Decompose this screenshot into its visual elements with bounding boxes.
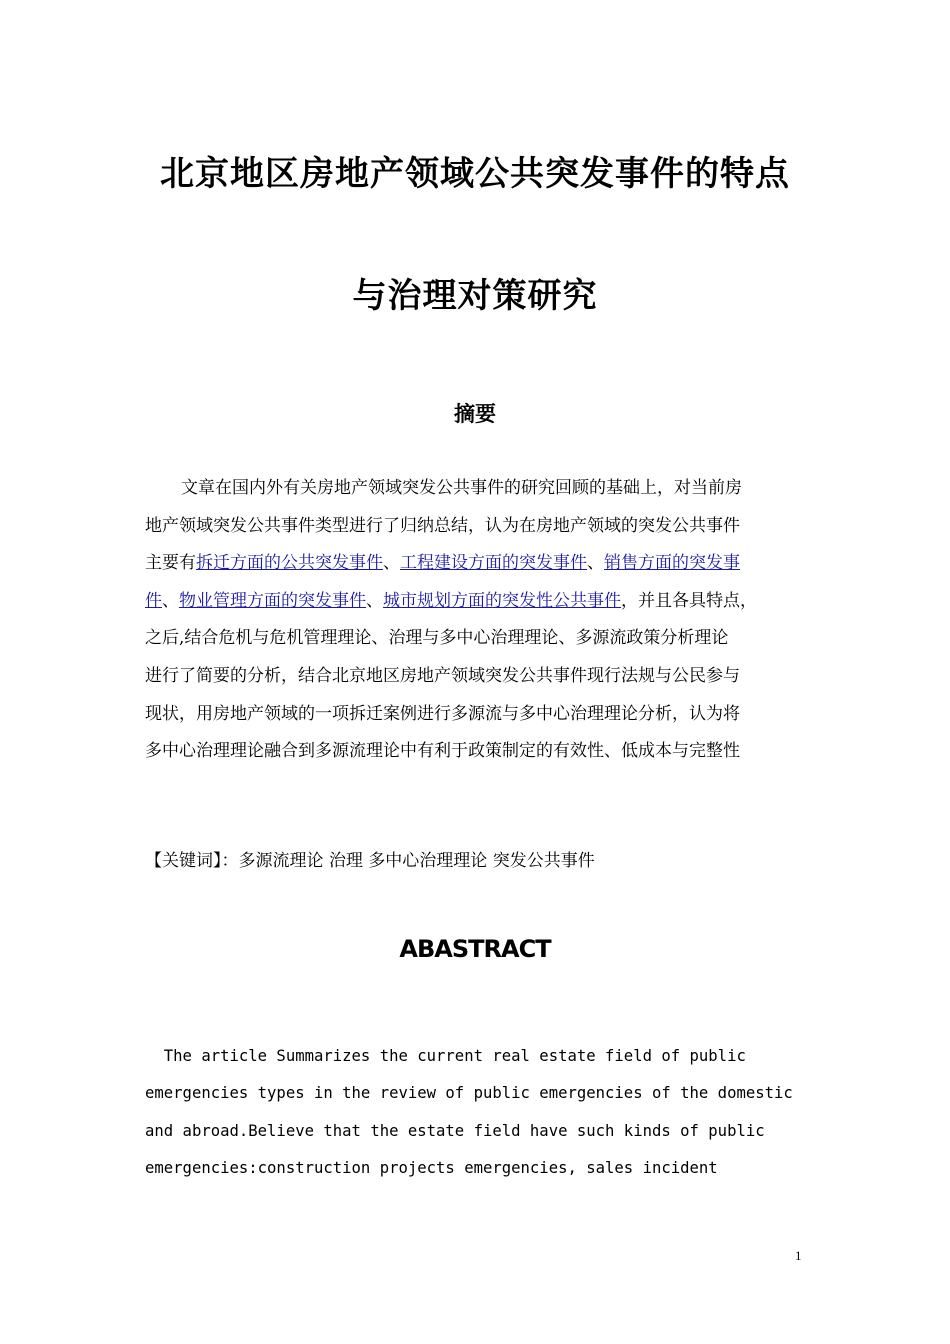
abstract-cn-line: 主要有拆迁方面的公共突发事件、工程建设方面的突发事件、销售方面的突发事 [145, 553, 740, 574]
abstract-cn-line: 多中心治理理论融合到多源流理论中有利于政策制定的有效性、低成本与完整性 [145, 741, 740, 762]
abstract-cn-line: 现状，用房地产领域的一项拆迁案例进行多源流与多中心治理理论分析，认为将 [145, 703, 740, 724]
link-urban-planning-emergencies[interactable]: 城市规划方面的突发性公共事件 [383, 590, 621, 611]
abstract-cn-line: 地产领域突发公共事件类型进行了归纳总结，认为在房地产领域的突发公共事件 [145, 515, 740, 536]
abstract-cn-line: 文章在国内外有关房地产领域突发公共事件的研究回顾的基础上，对当前房 [181, 478, 742, 498]
title-line-1: 北京地区房地产领域公共突发事件的特点 [160, 154, 790, 194]
link-sales-emergencies-cont[interactable]: 件 [145, 590, 162, 611]
abstract-cn-line: 件、物业管理方面的突发事件、城市规划方面的突发性公共事件，并且各具特点， [145, 590, 757, 611]
link-sales-emergencies[interactable]: 销售方面的突发事 [604, 553, 740, 574]
abstract-en-line: The article Summarizes the current real estate field of public [145, 1047, 746, 1065]
abstract-en-line: emergencies types in the review of public emergencies of the domestic [145, 1084, 793, 1103]
abstract-cn-line: 进行了简要的分析，结合北京地区房地产领域突发公共事件现行法规与公民参与 [145, 665, 740, 686]
abstract-en-heading: ABASTRACT [399, 935, 551, 963]
link-construction-emergencies[interactable]: 工程建设方面的突发事件 [400, 553, 587, 574]
abstract-cn-body [145, 470, 807, 771]
abstract-en-body [145, 1038, 810, 1188]
abstract-en-line: emergencies:construction projects emergencies, sales incident [145, 1159, 718, 1178]
keywords-line [145, 846, 595, 871]
abstract-cn-heading: 摘要 [454, 402, 496, 426]
abstract-en-line: and abroad.Believe that the estate field have such kinds of public [145, 1121, 765, 1140]
abstract-cn-line: 之后,结合危机与危机管理理论、治理与多中心治理理论、多源流政策分析理论 [145, 628, 729, 649]
page-number: 1 [795, 1248, 802, 1263]
link-property-management-emergencies[interactable]: 物业管理方面的突发事件 [179, 590, 366, 611]
title-line-2: 与治理对策研究 [352, 276, 598, 316]
keywords-label: 【关键词】： [145, 851, 239, 871]
link-demolition-emergencies[interactable]: 拆迁方面的公共突发事件 [196, 553, 383, 574]
keywords-items: 多源流理论 治理 多中心治理理论 突发公共事件 [238, 851, 595, 871]
